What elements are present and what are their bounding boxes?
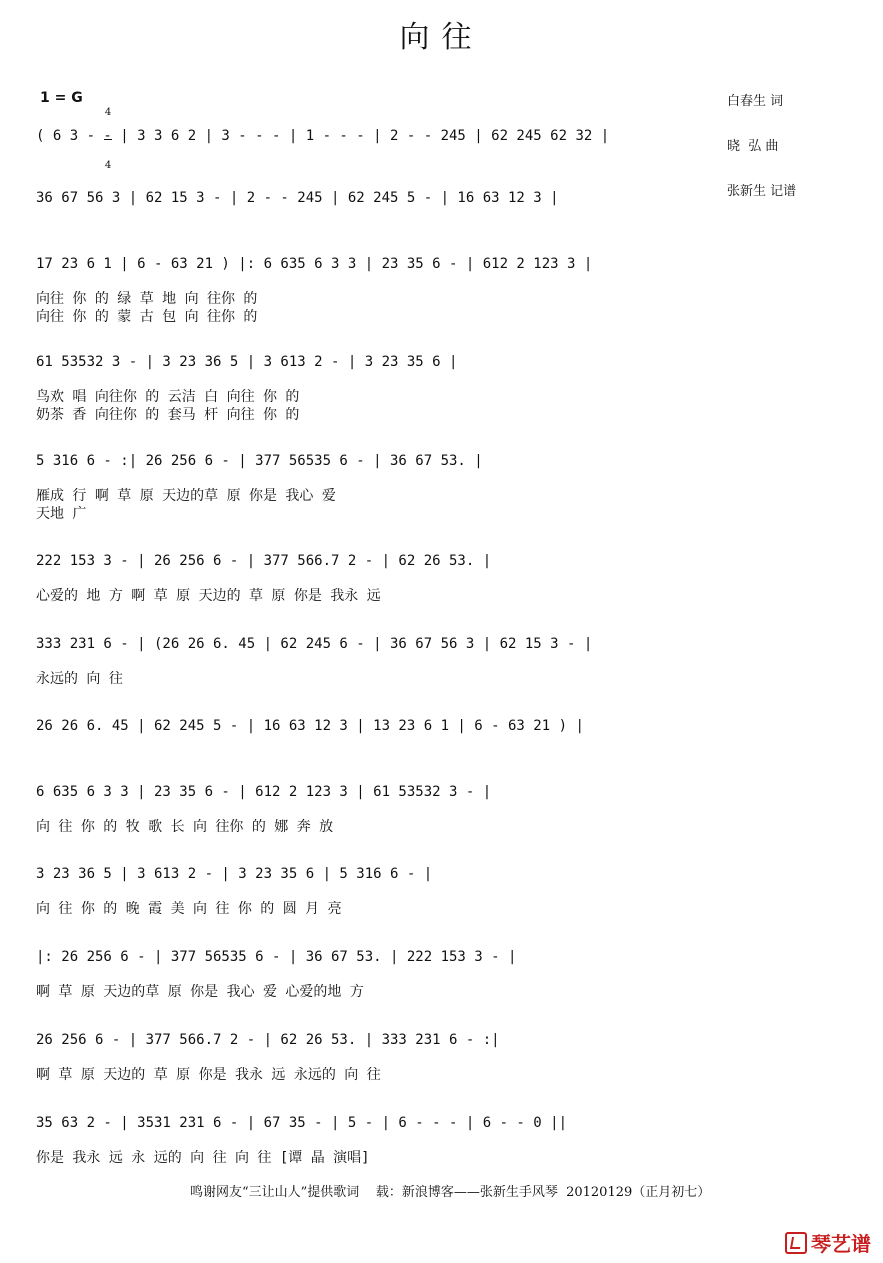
lyric-line: 你是 我永 远 永 远的 向 往 向 往 [谭 晶 演唱] (36, 1150, 370, 1166)
notation-line: 26 26 6. 45 | 62 245 5 - | 16 63 12 3 | 13 23 6 1 | 6 - 63 21 ) | (36, 718, 584, 734)
site-logo (785, 1228, 871, 1257)
lyric-line: 啊 草 原 天边的 草 原 你是 我永 远 永远的 向 往 (36, 1067, 381, 1083)
notation-line: 35 63 2 - | 3531 231 6 - | 67 35 - | 5 - | 6 - - - | 6 - - 0 || (36, 1115, 568, 1131)
footer-credits: 鸣谢网友“三让山人”提供歌词 载：新浪博客——张新生手风琴 20120129（正月初七） (190, 1185, 711, 1200)
notation-line: 6 635 6 3 3 | 23 35 6 - | 612 2 123 3 | 61 53532 3 - | (36, 784, 492, 800)
notation-line: 17 23 6 1 | 6 - 63 21 ) |: 6 635 6 3 3 | 23 35 6 - | 612 2 123 3 | (36, 256, 593, 272)
notation-line: 3 23 36 5 | 3 613 2 - | 3 23 35 6 | 5 316 6 - | (36, 866, 433, 882)
lyric-line: 天地 广 (36, 506, 87, 522)
notation-line: 5 316 6 - :| 26 256 6 - | 377 56535 6 - | 36 67 53. | (36, 453, 483, 469)
notation-line: 36 67 56 3 | 62 15 3 - | 2 - - 245 | 62 245 5 - | 16 63 12 3 | (36, 190, 559, 206)
notation-line: ( 6 3 - - | 3 3 6 2 | 3 - - - | 1 - - - | 2 - - 245 | 62 245 62 32 | (36, 128, 610, 144)
lyric-line: 啊 草 原 天边的草 原 你是 我心 爱 心爱的地 方 (36, 984, 364, 1000)
lyric-line: 向往 你 的 蒙 古 包 向 往你 的 (36, 309, 258, 325)
lyric-line: 奶茶 香 向往你 的 套马 杆 向往 你 的 (36, 407, 300, 423)
logo-icon (785, 1232, 807, 1254)
key-signature: 1 = G (40, 90, 83, 106)
time-signature-bottom: 4 (104, 160, 112, 171)
lyric-line: 向往 你 的 绿 草 地 向 往你 的 (36, 291, 258, 307)
notation-line: |: 26 256 6 - | 377 56535 6 - | 36 67 53. | 222 153 3 - | (36, 949, 517, 965)
lyric-line: 永远的 向 往 (36, 671, 123, 687)
lyricist-credit: 白春生 词 (727, 94, 784, 109)
lyric-line: 心爱的 地 方 啊 草 原 天边的 草 原 你是 我永 远 (36, 588, 381, 604)
notation-line: 222 153 3 - | 26 256 6 - | 377 566.7 2 - | 62 26 53. | (36, 553, 492, 569)
notation-line: 333 231 6 - | (26 26 6. 45 | 62 245 6 - | 36 67 56 3 | 62 15 3 - | (36, 636, 593, 652)
notation-line: 61 53532 3 - | 3 23 36 5 | 3 613 2 - | 3 23 35 6 | (36, 354, 458, 370)
lyric-line: 向 往 你 的 晚 霞 美 向 往 你 的 圆 月 亮 (36, 901, 342, 917)
transcriber-credit: 张新生 记谱 (727, 184, 797, 199)
lyric-line: 雁成 行 啊 草 原 天边的草 原 你是 我心 爱 (36, 488, 336, 504)
song-title: 向往 (399, 20, 484, 55)
lyric-line: 鸟欢 唱 向往你 的 云洁 白 向往 你 的 (36, 389, 300, 405)
notation-line: 26 256 6 - | 377 566.7 2 - | 62 26 53. | 333 231 6 - :| (36, 1032, 500, 1048)
credits (727, 64, 796, 214)
time-signature-top: 4 (104, 107, 112, 118)
lyric-line: 向 往 你 的 牧 歌 长 向 往你 的 娜 奔 放 (36, 819, 334, 835)
composer-credit: 晓 弘 曲 (727, 139, 779, 154)
logo-text: 琴艺谱 (811, 1232, 871, 1256)
